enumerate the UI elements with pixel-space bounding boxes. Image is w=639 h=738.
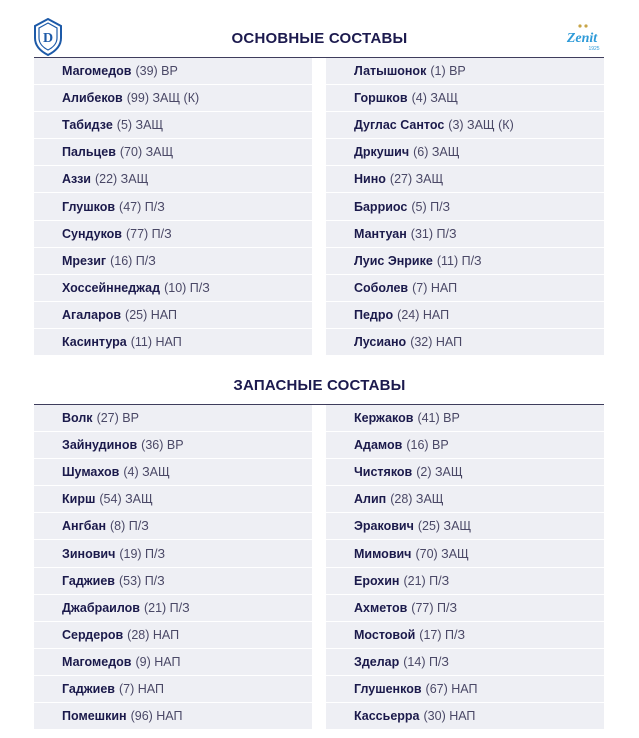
player-name: Горшков [354, 91, 408, 106]
player-name: Глушенков [354, 681, 422, 696]
player-number-position: (32) НАП [410, 334, 463, 349]
player-name: Ахметов [354, 600, 408, 615]
player-number-position: (4) ЗАЩ [411, 91, 458, 106]
player-number-position: (47) П/З [119, 199, 165, 214]
player-name: Зайнудинов [62, 438, 138, 453]
player-number-position: (77) П/З [125, 226, 172, 241]
player-row [326, 568, 604, 595]
player-name: Магомедов [62, 64, 132, 79]
player-row [326, 85, 604, 112]
player-row [34, 432, 312, 459]
player-name: Глушков [62, 199, 116, 214]
zenit-logo-year: 1925 [588, 46, 600, 52]
player-row [34, 193, 312, 220]
player-number-position: (3) ЗАЩ (К) [448, 118, 514, 133]
player-row [34, 275, 312, 302]
player-name: Лусиано [354, 334, 407, 349]
player-row [34, 595, 312, 622]
player-row [326, 329, 604, 356]
player-row [34, 405, 312, 432]
player-name: Кержаков [354, 411, 414, 426]
player-row [326, 432, 604, 459]
player-name: Зинович [62, 546, 116, 561]
player-row [34, 329, 312, 356]
player-name: Сердеров [62, 627, 124, 642]
player-number-position: (39) ВР [135, 64, 178, 79]
player-row [34, 676, 312, 703]
player-name: Пальцев [62, 145, 116, 160]
player-name: Джабраилов [62, 600, 140, 615]
player-row [34, 112, 312, 139]
player-number-position: (7) НАП [412, 280, 458, 295]
player-name: Хоссейннеджад [62, 280, 161, 295]
player-number-position: (36) ВР [141, 438, 184, 453]
player-row [326, 459, 604, 486]
player-name: Дуглас Сантос [354, 118, 445, 133]
player-number-position: (10) П/З [164, 280, 210, 295]
player-name: Соболев [354, 280, 409, 295]
player-row [326, 405, 604, 432]
player-row [326, 513, 604, 540]
player-name: Луис Энрике [354, 253, 433, 268]
player-number-position: (9) НАП [135, 654, 181, 669]
player-name: Чистяков [354, 465, 413, 480]
player-row [34, 166, 312, 193]
player-number-position: (70) ЗАЩ [415, 546, 469, 561]
player-number-position: (67) НАП [425, 681, 478, 696]
player-number-position: (2) ЗАЩ [416, 465, 463, 480]
player-row [326, 622, 604, 649]
player-name: Помешкин [62, 709, 127, 724]
player-row [34, 58, 312, 85]
player-number-position: (99) ЗАЩ (К) [126, 91, 200, 106]
starting-away-list [326, 58, 604, 356]
player-number-position: (53) П/З [119, 573, 165, 588]
player-row [34, 139, 312, 166]
player-name: Аззи [62, 172, 91, 187]
player-number-position: (21) П/З [143, 600, 190, 615]
player-number-position: (5) П/З [411, 199, 451, 214]
player-row [326, 595, 604, 622]
player-row [326, 302, 604, 329]
player-name: Шумахов [62, 465, 120, 480]
player-row [326, 193, 604, 220]
player-row [34, 459, 312, 486]
player-row [34, 221, 312, 248]
player-name: Сундуков [62, 226, 122, 241]
player-number-position: (54) ЗАЩ [99, 492, 153, 507]
player-name: Волк [62, 411, 93, 426]
player-row [326, 275, 604, 302]
player-name: Адамов [354, 438, 403, 453]
player-row [34, 622, 312, 649]
player-name: Гаджиев [62, 573, 115, 588]
player-name: Алип [354, 492, 387, 507]
player-number-position: (11) П/З [436, 253, 482, 268]
player-row [34, 486, 312, 513]
player-row [34, 703, 312, 730]
player-number-position: (6) ЗАЩ [413, 145, 460, 160]
player-row [326, 676, 604, 703]
player-number-position: (16) ВР [406, 438, 449, 453]
player-row [326, 703, 604, 730]
player-row [34, 540, 312, 567]
player-name: Педро [354, 307, 394, 322]
player-number-position: (16) П/З [110, 253, 156, 268]
player-name: Магомедов [62, 654, 132, 669]
player-number-position: (31) П/З [410, 226, 457, 241]
player-number-position: (96) НАП [130, 709, 183, 724]
player-row [34, 513, 312, 540]
player-number-position: (25) НАП [125, 307, 177, 322]
player-row [326, 540, 604, 567]
player-row [326, 649, 604, 676]
starting-title: ОСНОВНЫЕ СОСТАВЫ [231, 30, 408, 47]
player-row [34, 302, 312, 329]
player-name: Нино [354, 172, 386, 187]
starting-home-list [34, 58, 312, 356]
zenit-logo-text: Zenit [566, 31, 598, 46]
player-name: Мимович [354, 546, 412, 561]
player-name: Гаджиев [62, 681, 115, 696]
player-number-position: (21) П/З [403, 573, 450, 588]
player-row [326, 486, 604, 513]
player-name: Дркушич [354, 145, 410, 160]
player-number-position: (4) ЗАЩ [123, 465, 170, 480]
player-name: Мантуан [354, 226, 407, 241]
player-row [326, 112, 604, 139]
player-row [326, 139, 604, 166]
player-number-position: (77) П/З [411, 600, 458, 615]
player-number-position: (25) ЗАЩ [417, 519, 472, 534]
player-number-position: (8) П/З [110, 519, 149, 534]
player-row [326, 248, 604, 275]
player-name: Эракович [354, 519, 414, 534]
player-name: Мостовой [354, 627, 416, 642]
dynamo-logo-letter: D [42, 31, 54, 46]
player-number-position: (19) П/З [119, 546, 166, 561]
player-name: Барриос [354, 199, 408, 214]
substitutes-away-list [326, 405, 604, 730]
player-name: Зделар [354, 654, 400, 669]
player-name: Табидзе [62, 118, 113, 133]
player-row [34, 85, 312, 112]
player-number-position: (27) ЗАЩ [389, 172, 444, 187]
player-name: Касинтура [62, 334, 127, 349]
player-number-position: (30) НАП [423, 709, 476, 724]
player-number-position: (28) НАП [127, 627, 180, 642]
player-name: Ангбан [62, 519, 107, 534]
player-row [326, 58, 604, 85]
player-number-position: (70) ЗАЩ [119, 145, 174, 160]
player-row [326, 166, 604, 193]
player-number-position: (7) НАП [119, 681, 164, 696]
player-number-position: (5) ЗАЩ [116, 118, 164, 133]
player-name: Мрезиг [62, 253, 107, 268]
player-number-position: (24) НАП [397, 307, 450, 322]
player-name: Кирш [62, 492, 96, 507]
substitutes-home-list [34, 405, 312, 730]
player-name: Алибеков [62, 91, 123, 106]
player-name: Кассьерра [354, 709, 420, 724]
player-name: Агаларов [62, 307, 122, 322]
player-row [34, 568, 312, 595]
player-number-position: (14) П/З [403, 654, 449, 669]
player-number-position: (11) НАП [130, 334, 182, 349]
player-row [326, 221, 604, 248]
player-row [34, 649, 312, 676]
player-number-position: (27) ВР [96, 411, 139, 426]
player-name: Ерохин [354, 573, 400, 588]
player-row [34, 248, 312, 275]
player-number-position: (1) ВР [430, 64, 466, 79]
substitutes-title: ЗАПАСНЫЕ СОСТАВЫ [233, 377, 406, 394]
player-number-position: (22) ЗАЩ [94, 172, 149, 187]
player-number-position: (17) П/З [419, 627, 465, 642]
player-name: Латышонок [354, 64, 427, 79]
player-number-position: (28) ЗАЩ [390, 492, 444, 507]
player-number-position: (41) ВР [417, 411, 460, 426]
